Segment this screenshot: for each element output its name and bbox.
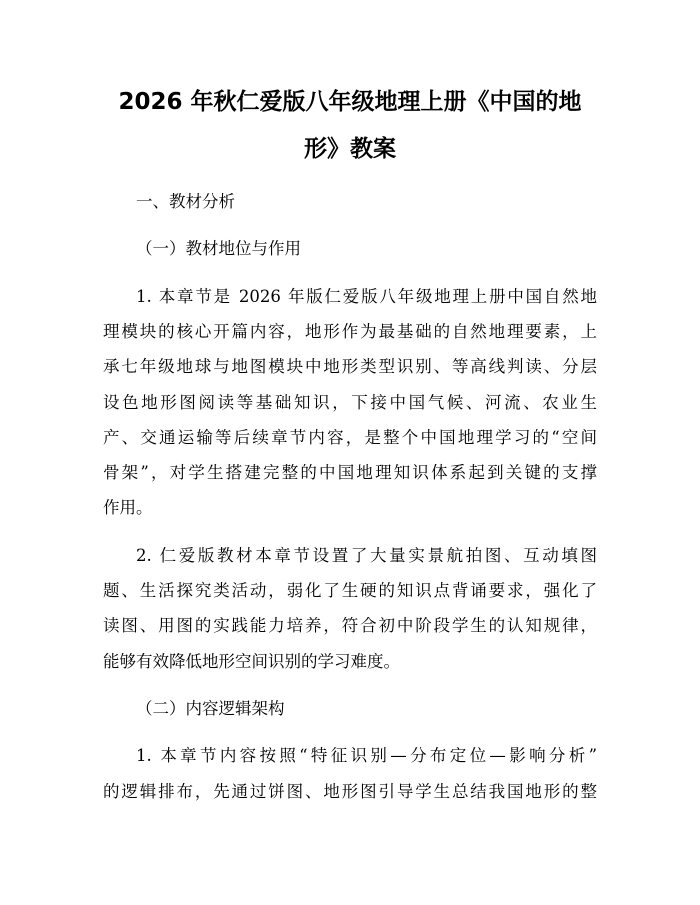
paragraph-1-line: 产、交通运输等后续章节内容，是整个中国地理学习的“空间 (103, 428, 597, 447)
paragraph-3-line: 1. 本章节内容按照“特征识别—分布定位—影响分析” (136, 746, 597, 765)
paragraph-1-line: 作用。 (103, 498, 153, 517)
paragraph-1-line: 1. 本章节是 2026 年版仁爱版八年级地理上册中国自然地 (136, 287, 597, 306)
paragraph-2-line: 2. 仁爱版教材本章节设置了大量实景航拍图、互动填图 (136, 546, 597, 565)
paragraph-2-line: 能够有效降低地形空间识别的学习难度。 (103, 652, 400, 671)
section-heading-textbook-analysis: 一、教材分析 (136, 192, 235, 211)
paragraph-1-line: 理模块的核心开篇内容，地形作为最基础的自然地理要素，上 (103, 322, 597, 341)
paragraph-2-line: 读图、用图的实践能力培养，符合初中阶段学生的认知规律， (103, 616, 597, 635)
document-title-line-1: 2026 年秋仁爱版八年级地理上册《中国的地 (118, 89, 582, 115)
paragraph-2-line: 题、生活探究类活动，弱化了生硬的知识点背诵要求，强化了 (103, 581, 597, 600)
paragraph-1-line: 设色地形图阅读等基础知识，下接中国气候、河流、农业生 (103, 393, 597, 412)
document-title-line-2: 形》教案 (304, 136, 396, 162)
paragraph-3-line: 的逻辑排布，先通过饼图、地形图引导学生总结我国地形的整 (103, 782, 597, 801)
paragraph-1-line: 承七年级地球与地图模块中地形类型识别、等高线判读、分层 (103, 357, 597, 376)
paragraph-1-line: 骨架”，对学生搭建完整的中国地理知识体系起到关键的支撑 (103, 463, 597, 482)
subsection-heading-logic: （二）内容逻辑架构 (136, 699, 285, 718)
subsection-heading-role: （一）教材地位与作用 (136, 239, 301, 258)
